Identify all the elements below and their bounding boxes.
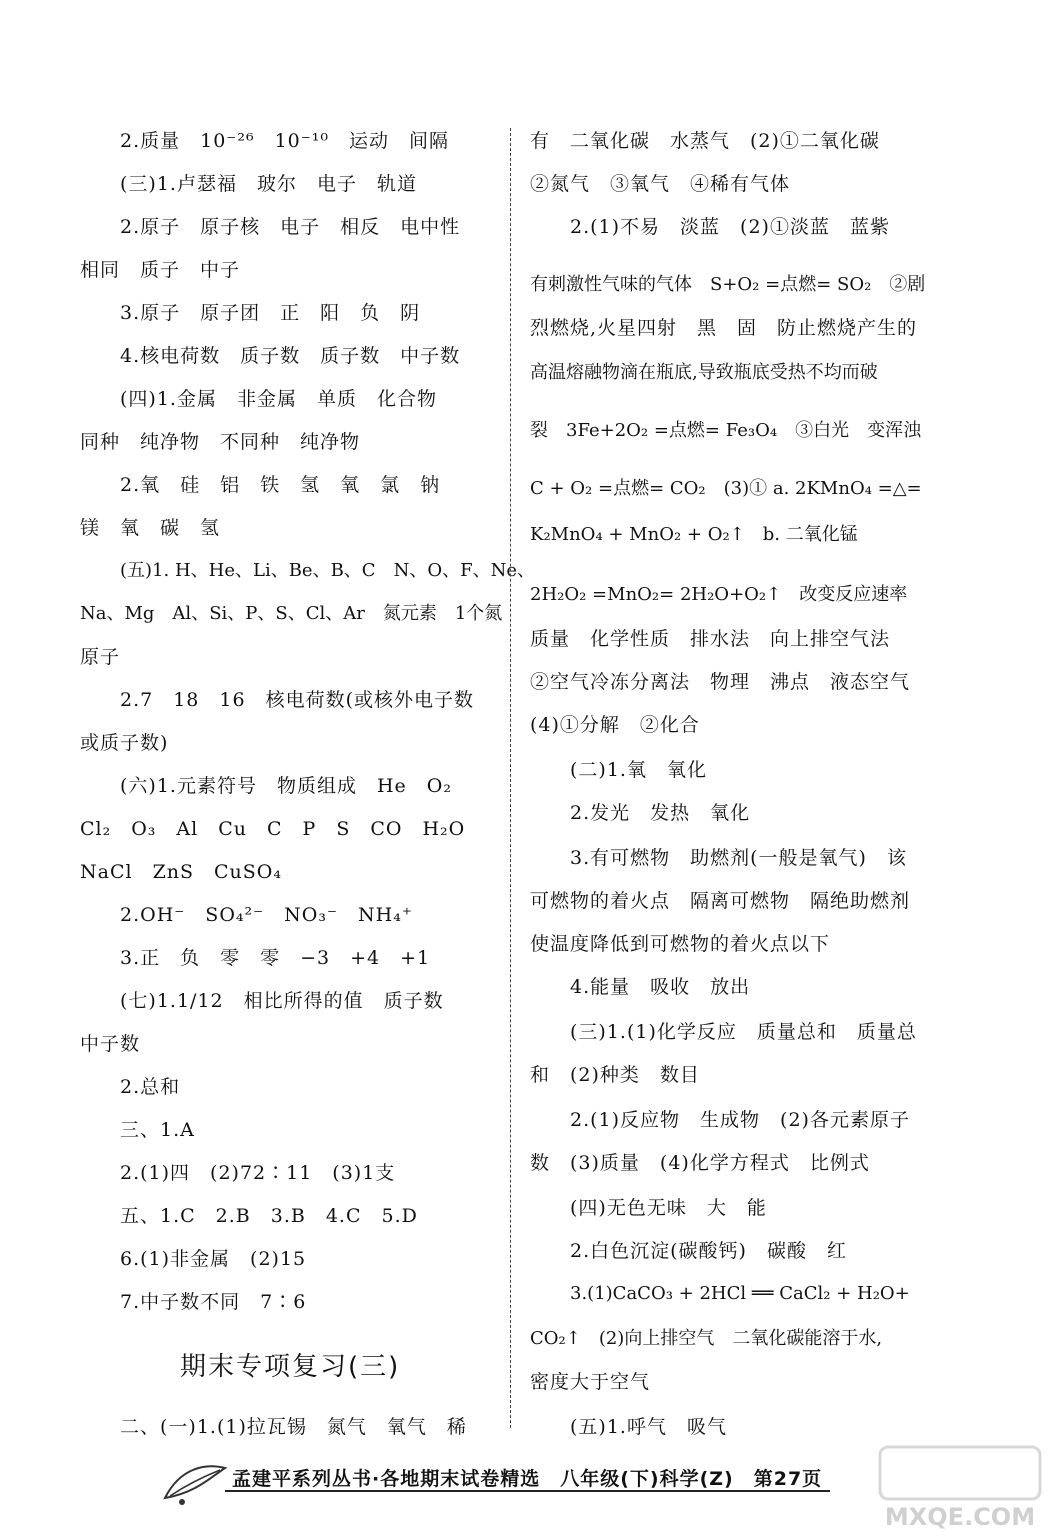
left-line-17: Cl₂ O₃ Al Cu C P S CO H₂O [80, 818, 466, 840]
left-line-19: 2.OH⁻ SO₄²⁻ NO₃⁻ NH₄⁺ [120, 904, 413, 926]
left-line-14: 2.7 18 16 核电荷数(或核外电子数 [120, 689, 474, 711]
left-line-28: 7.中子数不同 7∶6 [120, 1291, 307, 1313]
left-line-20: 3.正 负 零 零 −3 +4 +1 [120, 947, 431, 969]
footer-text: 孟建平系列丛书·各地期末试卷精选 八年级(下)科学(Z) 第27页 [232, 1468, 823, 1490]
watermark-text: MXQE.COM [884, 1503, 1036, 1531]
right-line-16: 3.有可燃物 助燃剂(一般是氧气) 该 [570, 847, 907, 869]
column-divider [510, 128, 511, 1428]
right-line-18: 使温度降低到可燃物的着火点以下 [530, 933, 831, 955]
left-line-21: (七)1.1/12 相比所得的值 质子数 [120, 990, 444, 1012]
right-line-20: (三)1.(1)化学反应 质量总和 质量总 [570, 1021, 917, 1043]
left-line-7: (四)1.金属 非金属 单质 化合物 [120, 388, 437, 410]
left-line-15: 或质子数) [80, 732, 169, 754]
left-line-2: (三)1.卢瑟福 玻尔 电子 轨道 [120, 173, 417, 195]
left-line-23: 2.总和 [120, 1076, 181, 1098]
section-title: 期末专项复习(三) [180, 1352, 401, 1382]
left-line-1: 2.质量 10⁻²⁶ 10⁻¹⁰ 运动 间隔 [120, 130, 450, 152]
right-line-6: 高温熔融物滴在瓶底,导致瓶底受热不均而破 [530, 362, 878, 383]
right-line-17: 可燃物的着火点 隔离可燃物 隔绝助燃剂 [530, 890, 911, 912]
leaf-logo-icon [160, 1458, 230, 1508]
left-line-9: 2.氧 硅 铝 铁 氢 氧 氯 钠 [120, 474, 441, 496]
right-line-12: ②空气冷冻分离法 物理 沸点 液态空气 [530, 671, 911, 693]
right-line-25: 2.白色沉淀(碳酸钙) 碳酸 红 [570, 1240, 847, 1262]
right-line-7: 裂 3Fe+2O₂ =点燃= Fe₃O₄ ③白光 变浑浊 [530, 420, 922, 441]
right-line-3: 2.(1)不易 淡蓝 (2)①淡蓝 蓝紫 [570, 216, 890, 238]
left-line-13: 原子 [80, 646, 121, 668]
left-line-18: NaCl ZnS CuSO₄ [80, 861, 283, 883]
right-line-23: 数 (3)质量 (4)化学方程式 比例式 [530, 1152, 870, 1174]
right-line-22: 2.(1)反应物 生成物 (2)各元素原子 [570, 1109, 910, 1131]
left-line-22: 中子数 [80, 1033, 141, 1055]
right-line-27: CO₂↑ (2)向上排空气 二氧化碳能溶于水, [530, 1328, 883, 1349]
right-line-4: 有刺激性气味的气体 S+O₂ =点燃= SO₂ ②剧 [530, 274, 926, 295]
right-line-14: (二)1.氧 氧化 [570, 759, 707, 781]
left-last-line: 二、(一)1.(1)拉瓦锡 氮气 氧气 稀 [120, 1416, 467, 1438]
right-line-9: K₂MnO₄ + MnO₂ + O₂↑ b. 二氧化锰 [530, 524, 858, 545]
left-line-5: 3.原子 原子团 正 阳 负 阴 [120, 302, 421, 324]
right-line-8: C + O₂ =点燃= CO₂ (3)① a. 2KMnO₄ =△= [530, 478, 922, 499]
right-line-11: 质量 化学性质 排水法 向上排空气法 [530, 628, 891, 650]
left-line-26: 五、1.C 2.B 3.B 4.C 5.D [120, 1205, 418, 1227]
left-line-4: 相同 质子 中子 [80, 259, 241, 281]
left-line-10: 镁 氧 碳 氢 [80, 517, 221, 539]
right-line-26: 3.(1)CaCO₃ + 2HCl ══ CaCl₂ + H₂O+ [570, 1283, 910, 1304]
left-line-11: (五)1. H、He、Li、Be、B、C N、O、F、Ne、 [120, 560, 535, 581]
right-line-19: 4.能量 吸收 放出 [570, 976, 751, 998]
left-line-25: 2.(1)四 (2)72∶11 (3)1支 [120, 1162, 396, 1184]
right-line-1: 有 二氧化碳 水蒸气 (2)①二氧化碳 [530, 130, 880, 152]
left-line-16: (六)1.元素符号 物质组成 He O₂ [120, 775, 452, 797]
left-line-8: 同种 纯净物 不同种 纯净物 [80, 431, 361, 453]
right-line-24: (四)无色无味 大 能 [570, 1197, 767, 1219]
right-line-28: 密度大于空气 [530, 1371, 651, 1393]
left-line-27: 6.(1)非金属 (2)15 [120, 1248, 307, 1270]
right-line-21: 和 (2)种类 数目 [530, 1064, 700, 1086]
left-line-12: Na、Mg Al、Si、P、S、Cl、Ar 氮元素 1个氮 [80, 603, 503, 624]
right-line-5: 烈燃烧,火星四射 黑 固 防止燃烧产生的 [530, 317, 918, 339]
right-line-15: 2.发光 发热 氧化 [570, 802, 751, 824]
left-line-3: 2.原子 原子核 电子 相反 电中性 [120, 216, 461, 238]
left-line-6: 4.核电荷数 质子数 质子数 中子数 [120, 345, 461, 367]
right-line-2: ②氮气 ③氧气 ④稀有气体 [530, 173, 791, 195]
right-line-13: (4)①分解 ②化合 [530, 714, 700, 736]
left-line-24: 三、1.A [120, 1119, 195, 1141]
right-line-10: 2H₂O₂ =MnO₂= 2H₂O+O₂↑ 改变反应速率 [530, 584, 908, 605]
watermark-logo [870, 1445, 1050, 1535]
right-line-29: (五)1.呼气 吸气 [570, 1416, 727, 1438]
